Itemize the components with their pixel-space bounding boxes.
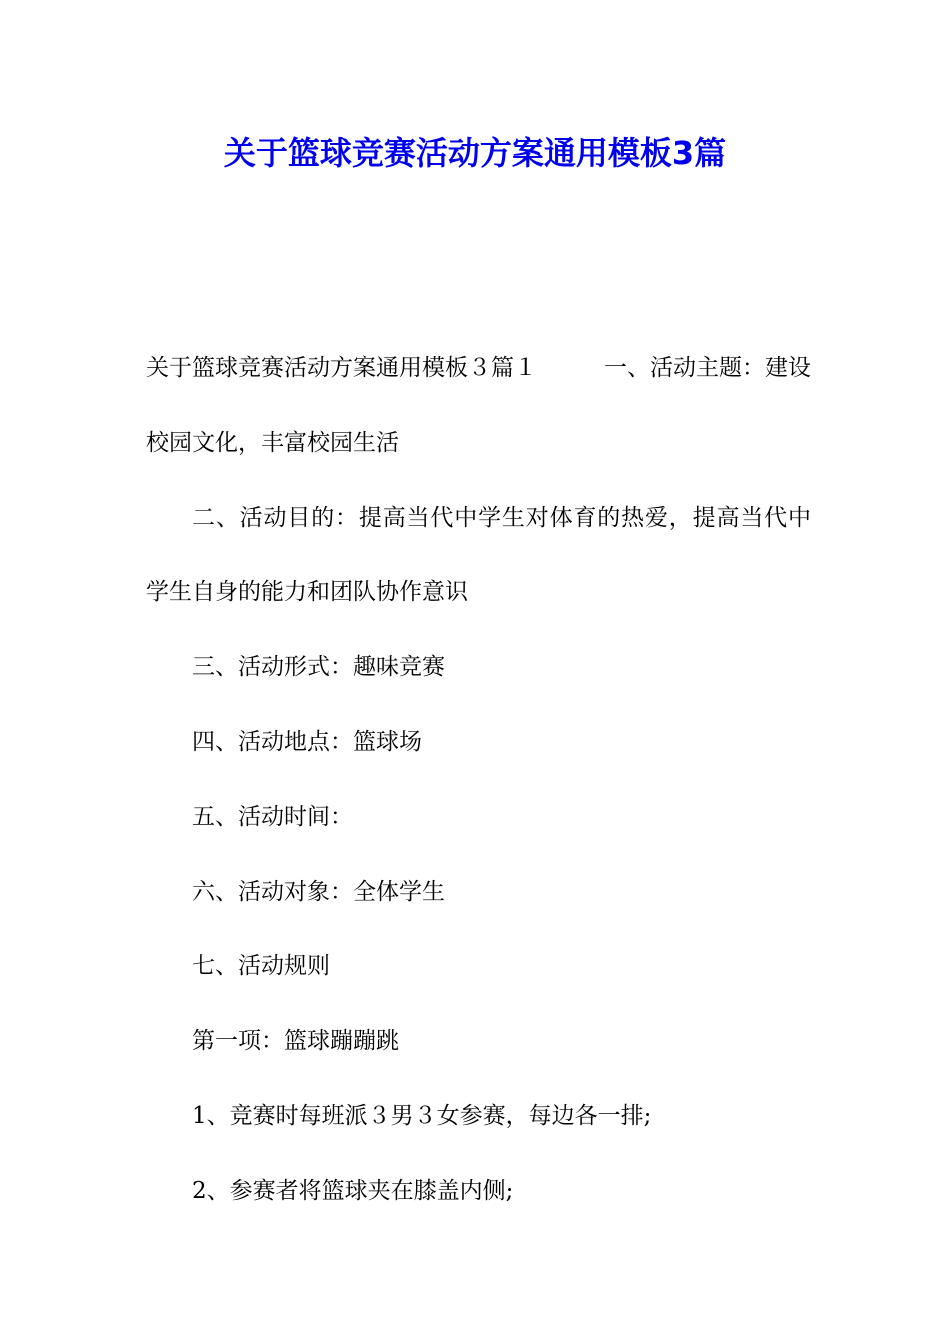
paragraph-time: 五、活动时间： — [192, 803, 353, 830]
document-body — [146, 331, 811, 1229]
intro-line — [146, 331, 811, 406]
paragraph-participants: 六、活动对象：全体学生 — [192, 878, 445, 905]
paragraph-form: 三、活动形式：趣味竞赛 — [192, 654, 445, 681]
paragraph-purpose: 二、活动目的：提高当代中学生对体育的热爱，提高当代中学生自身的能力和团队协作意识 — [146, 504, 811, 606]
paragraph-location: 四、活动地点：篮球场 — [192, 728, 422, 755]
paragraph-event-1: 第一项：篮球蹦蹦跳 — [192, 1028, 399, 1055]
item-1-continuation: 校园文化，丰富校园生活 — [146, 429, 399, 456]
document-title: 关于篮球竞赛活动方案通用模板3篇 — [223, 134, 727, 172]
paragraph-rules: 七、活动规则 — [192, 953, 330, 980]
item-1-start: 一、活动主题：建设 — [604, 355, 811, 381]
paragraph-rule-1: 1、竞赛时每班派３男３女参赛，每边各一排; — [192, 1102, 652, 1129]
intro-heading: 关于篮球竞赛活动方案通用模板３篇１ — [146, 355, 537, 381]
paragraph-rule-2: 2、参赛者将篮球夹在膝盖内侧; — [192, 1177, 514, 1204]
